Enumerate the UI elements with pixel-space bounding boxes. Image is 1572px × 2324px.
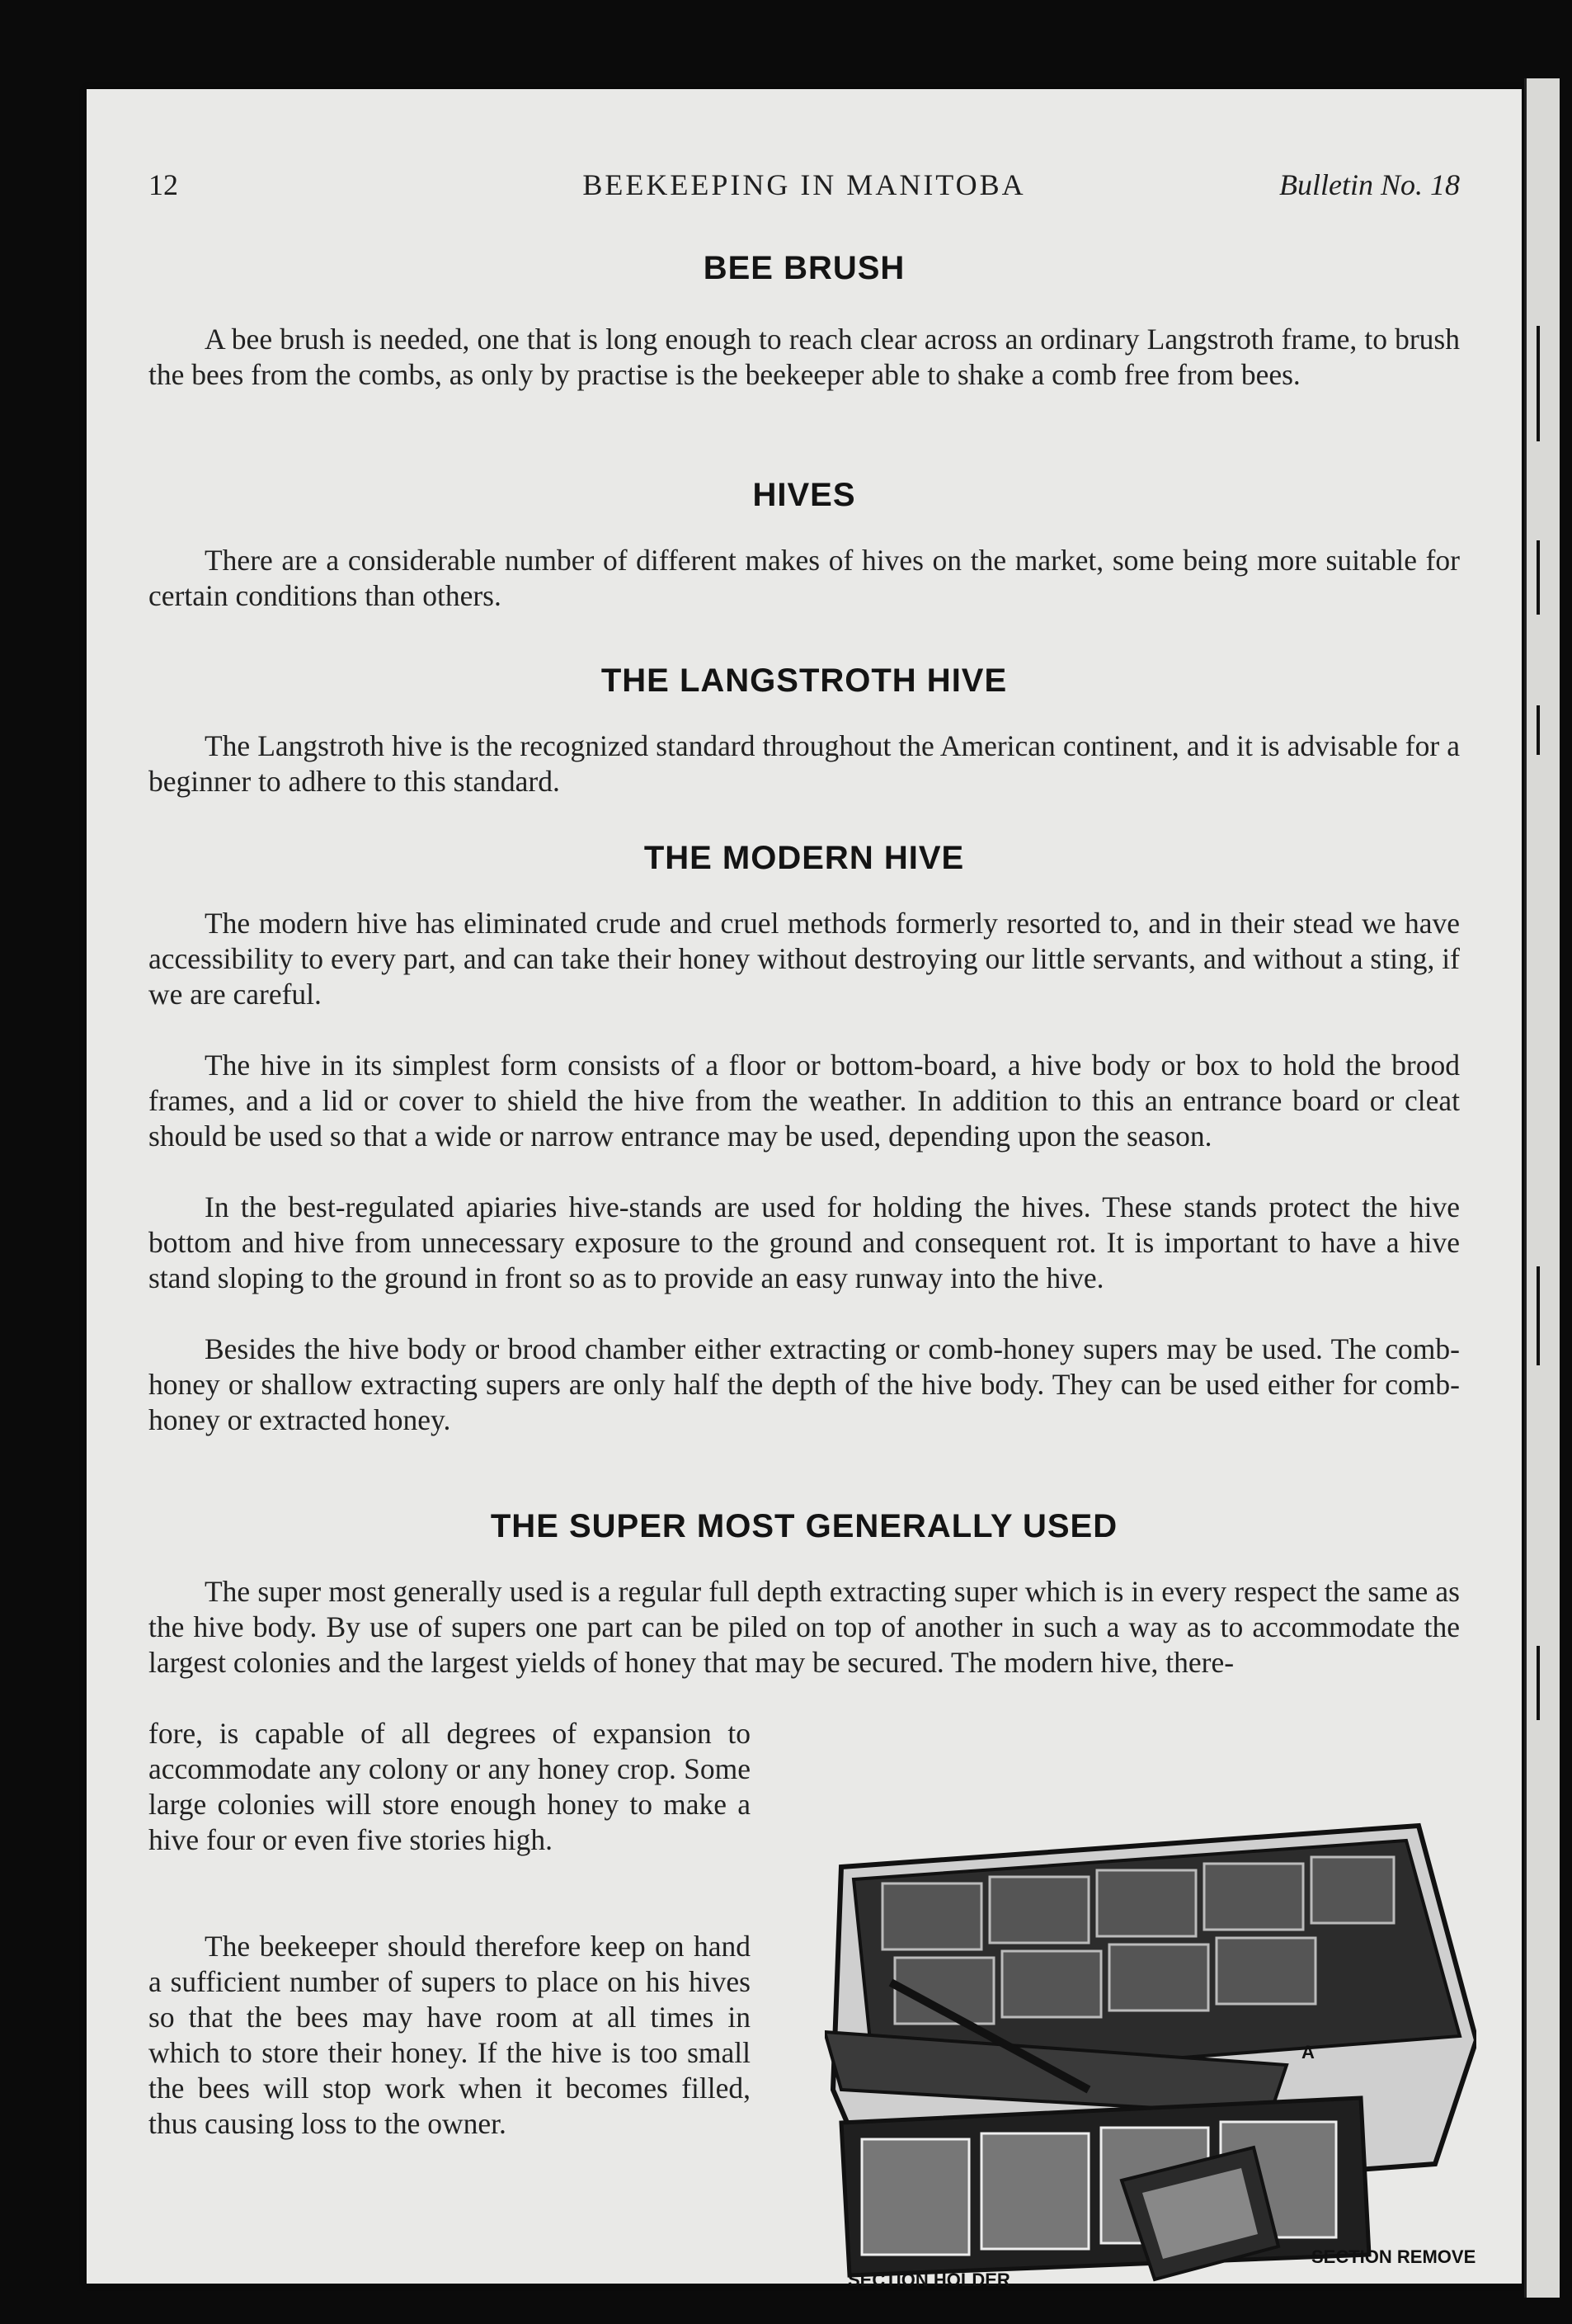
paragraph: There are a considerable number of different makes of hives on the market, some being more suitable for certain conditions than others. bbox=[148, 544, 1460, 612]
running-header bbox=[148, 167, 1460, 209]
label-a: A bbox=[1301, 2042, 1315, 2062]
heading-modern-hive: THE MODERN HIVE bbox=[643, 840, 965, 876]
heading-hives: HIVES bbox=[752, 477, 856, 513]
label-section-holder: SECTION HOLDER bbox=[848, 2270, 1010, 2290]
paragraph: The hive in its simplest form consists of a floor or bottom-board, a hive body or box to hold the brood frames, and a lid or cover to shield the hive from the weather. In addition to this an entrance board or cleat should be used so that a wide or narrow entrance may be used, depending upon the season. bbox=[148, 1049, 1460, 1153]
running-title: BEEKEEPING IN MANITOBA bbox=[582, 168, 1026, 201]
paragraph: fore, is capable of all degrees of expansion to accommodate any colony or any honey crop. Some large colonies will store enough honey to make a hive four or even five stories high. bbox=[148, 1717, 751, 1856]
paragraph: A bee brush is needed, one that is long enough to reach clear across an ordinary Langstroth frame, to brush the bees from the combs, as only by practise is the beekeeper able to shake a comb free from bees. bbox=[148, 323, 1460, 391]
bulletin-number: Bulletin No. 18 bbox=[1279, 168, 1460, 201]
paragraph: Besides the hive body or brood chamber either extracting or comb-honey supers may be used. The comb-honey or shallow extracting supers are only half the depth of the hive body. They can be used either for comb-honey or extracted honey. bbox=[148, 1332, 1460, 1436]
document-page bbox=[87, 89, 1522, 2290]
paragraph: The beekeeper should therefore keep on hand a sufficient number of supers to place on his hives so that the bees may have room at all times in which to store their honey. If the hive is too small the bees will stop work when it becomes filled, thus causing loss to the owner. bbox=[148, 1930, 751, 2140]
heading-super-most-generally-used: THE SUPER MOST GENERALLY USED bbox=[490, 1508, 1118, 1544]
paragraph: The super most generally used is a regular full depth extracting super which is in every respect the same as the hive body. By use of supers one part can be piled on top of another in such a way as to accommodate the largest colonies and the largest yields of honey that may be secured. The modern hive, there- bbox=[148, 1575, 1460, 1679]
paragraph: In the best-regulated apiaries hive-stands are used for holding the hives. These stands protect the hive bottom and hive from unnecessary exposure to the ground and consequent rot. It is important to have a hive stand sloping to the ground in front so as to provide an easy runway into the hive. bbox=[148, 1190, 1460, 1294]
heading-bee-brush: BEE BRUSH bbox=[703, 250, 906, 286]
heading-langstroth-hive: THE LANGSTROTH HIVE bbox=[600, 662, 1008, 699]
adjacent-page-edge bbox=[1524, 78, 1560, 2298]
label-section-removed: SECTION REMOVED bbox=[1311, 2246, 1476, 2267]
super-illustration bbox=[825, 1817, 1476, 2292]
hive-super-drawing bbox=[825, 1817, 1476, 2292]
paragraph: The modern hive has eliminated crude and cruel methods formerly resorted to, and in their stead we have accessibility to every part, and can take their honey without destroying our little servants, and without a sting, if we are careful. bbox=[148, 907, 1460, 1011]
page-number: 12 bbox=[148, 168, 178, 201]
paragraph: The Langstroth hive is the recognized standard throughout the American continent, and it is advisable for a beginner to adhere to this standard. bbox=[148, 729, 1460, 798]
